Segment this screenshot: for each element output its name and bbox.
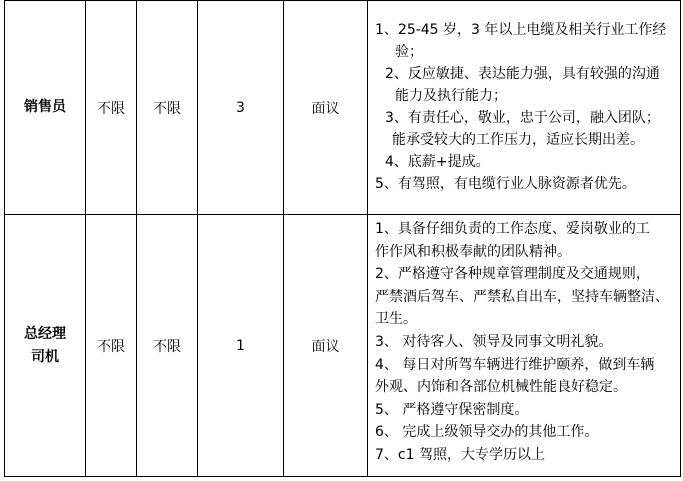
requirement-line: 卫生。 <box>375 311 417 328</box>
headcount-cell: 1 <box>198 215 284 477</box>
position-title-line: 总经理 <box>24 325 66 342</box>
requirement-line: 2、反应敏捷、表达能力强，具有较强的沟通 <box>385 66 660 82</box>
job-table <box>4 0 681 477</box>
requirement-line: 能承受较大的工作压力，适应长期出差。 <box>392 132 644 148</box>
requirement-line: 3、 对待客人、领导及同事文明礼貌。 <box>375 333 613 350</box>
requirement-line: 严禁酒后驾车、严禁私自出车，坚持车辆整洁、 <box>375 288 669 305</box>
requirement-line: 验； <box>395 44 423 60</box>
table-row <box>5 215 681 477</box>
requirement-line: 1、25-45 岁，3 年以上电缆及相关行业工作经 <box>375 22 667 38</box>
requirements-cell <box>368 215 681 477</box>
requirement-line: 3、有责任心，敬业，忠于公司，融入团队； <box>385 110 660 126</box>
requirement-line: 5、有驾照，有电缆行业人脉资源者优先。 <box>375 176 636 192</box>
requirement-line: 能力及执行能力； <box>395 88 507 104</box>
table-row <box>5 1 681 215</box>
position-cell <box>5 215 86 477</box>
headcount-cell: 3 <box>198 1 284 215</box>
requirement-line: 5、 严格遵守保密制度。 <box>375 401 529 418</box>
requirement-line: 7、c1 驾照，大专学历以上 <box>375 446 545 463</box>
requirements-list <box>368 215 680 467</box>
criteria-cell: 不限 <box>86 215 137 477</box>
requirement-line: 4、 每日对所驾车辆进行维护颐养，做到车辆 <box>375 356 655 373</box>
requirement-line: 1、具备仔细负责的工作态度、爱岗敬业的工 <box>375 221 650 237</box>
position-title: 销售员 <box>24 99 66 115</box>
position-title-line: 司机 <box>31 348 59 365</box>
position-cell <box>5 1 86 215</box>
requirement-line: 2、严格遵守各种规章管理制度及交通规则， <box>375 266 650 283</box>
requirements-cell <box>368 1 681 215</box>
requirement-line: 作作风和积极奉献的团队精神。 <box>375 243 571 260</box>
salary-cell: 面议 <box>284 215 368 477</box>
criteria-cell: 不限 <box>137 1 198 215</box>
requirement-line: 4、底薪+提成。 <box>385 154 490 170</box>
requirement-line: 6、 完成上级领导交办的其他工作。 <box>375 424 599 441</box>
criteria-cell: 不限 <box>137 215 198 477</box>
salary-cell: 面议 <box>284 1 368 215</box>
requirements-list <box>368 1 680 195</box>
criteria-cell: 不限 <box>86 1 137 215</box>
requirement-line: 外观、内饰和各部位机械性能良好稳定。 <box>375 379 627 396</box>
